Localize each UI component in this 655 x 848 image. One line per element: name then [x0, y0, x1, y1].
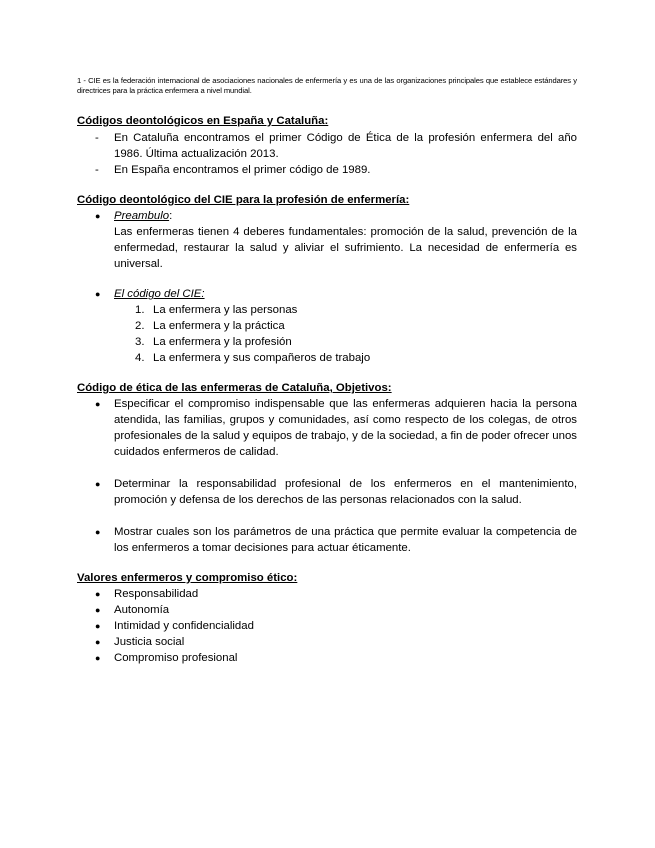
numbered-item-text: La enfermera y las personas: [153, 304, 298, 316]
numbered-item-text: La enfermera y la práctica: [153, 320, 285, 332]
bullet-marker: ●: [95, 479, 101, 489]
section-heading-cie-code: Código deontológico del CIE para la profesión de enfermería:: [77, 194, 410, 206]
section-heading-spain-catalonia: Códigos deontológicos en España y Cataluña:: [77, 115, 329, 127]
list-item-text: Mostrar cuales son los parámetros de una práctica que permite evaluar la competencia de los enfermeros a tomar decisiones para actuar éticamente.: [114, 526, 577, 554]
numbered-item: [77, 334, 577, 350]
bullet-marker: ●: [95, 605, 101, 615]
list-item-text: En España encontramos el primer código de 1989.: [114, 164, 371, 176]
codigo-label: El código del CIE:: [114, 288, 205, 300]
numbered-item: [77, 350, 577, 366]
number-marker: 2.: [135, 320, 145, 332]
list-item-text: En Cataluña encontramos el primer Código de Ética de la profesión enfermera del año 1986. Última actualización 2013.: [114, 132, 577, 160]
section-heading-catalonia-objectives: Código de ética de las enfermeras de Cataluña, Objetivos:: [77, 382, 392, 394]
bullet-marker: ●: [95, 289, 101, 299]
list-item-codigo: [77, 286, 577, 302]
bullet-marker: ●: [95, 589, 101, 599]
list-item: [77, 602, 577, 618]
list-item-text: Intimidad y confidencialidad: [114, 620, 254, 632]
numbered-item: [77, 318, 577, 334]
bullet-marker: ●: [95, 527, 101, 537]
list-item-preambulo: [77, 208, 577, 272]
list-item-text: Especificar el compromiso indispensable que las enfermeras adquieren hacia la persona atendida, las familias, grupos y comunidades, así como respecto de los colegas, de otros profesionales de la salud y equipos de trabajo, y de la sociedad, a fin de poder ofrecer unos cuidados enfermeros de calidad.: [114, 398, 577, 458]
numbered-item-text: La enfermera y la profesión: [153, 336, 292, 348]
list-item-text: Autonomía: [114, 604, 170, 616]
numbered-item-text: La enfermera y sus compañeros de trabajo: [153, 352, 371, 364]
preambulo-label: Preambulo: [114, 210, 170, 222]
list-item-text: Justicia social: [114, 636, 185, 648]
list-item: [77, 162, 577, 178]
preambulo-text: Las enfermeras tienen 4 deberes fundamentales: promoción de la salud, prevención de la enfermedad, restaurar la salud y aliviar el sufrimiento. La necesidad de enfermería es universal.: [114, 226, 577, 270]
list-item-text: Responsabilidad: [114, 588, 199, 600]
list-item: [77, 650, 577, 666]
footnote: 1 - CIE es la federación internacional de asociaciones nacionales de enfermería y es una de las organizaciones principales que establece estándares y directrices para la práctica enfermera a nivel mundial.: [77, 76, 577, 95]
section-heading-values: Valores enfermeros y compromiso ético:: [77, 572, 298, 584]
dash-marker: -: [95, 132, 99, 144]
bullet-marker: ●: [95, 653, 101, 663]
number-marker: 4.: [135, 352, 145, 364]
number-marker: 1.: [135, 304, 145, 316]
list-item: [77, 524, 577, 556]
bullet-marker: ●: [95, 621, 101, 631]
list-item: [77, 634, 577, 650]
list-item: [77, 130, 577, 162]
numbered-item: [77, 302, 577, 318]
document-page: [77, 76, 577, 666]
bullet-marker: ●: [95, 399, 101, 409]
list-item: [77, 476, 577, 508]
preambulo-colon: :: [169, 210, 173, 222]
list-item-text: Determinar la responsabilidad profesional de los enfermeros en el mantenimiento, promoción y defensa de los derechos de las personas relacionados con la salud.: [114, 478, 577, 506]
bullet-marker: ●: [95, 637, 101, 647]
dash-marker: -: [95, 164, 99, 176]
list-item-text: Compromiso profesional: [114, 652, 238, 664]
list-item: [77, 618, 577, 634]
list-item: [77, 396, 577, 460]
number-marker: 3.: [135, 336, 145, 348]
bullet-marker: ●: [95, 211, 101, 221]
list-item: [77, 586, 577, 602]
